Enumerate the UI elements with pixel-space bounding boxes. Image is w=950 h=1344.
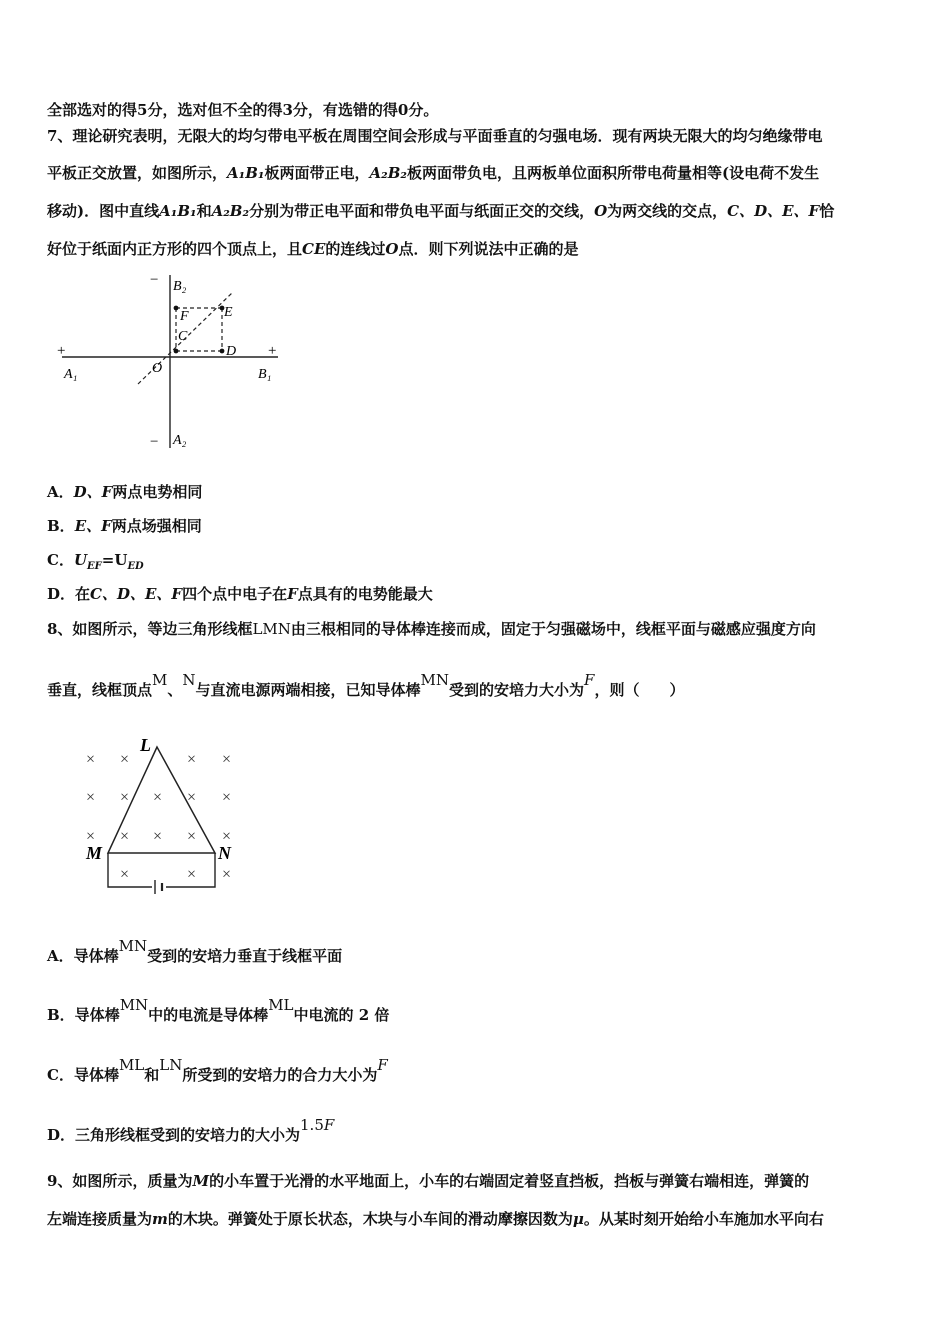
q7-opt-c-s2: ED <box>127 561 144 572</box>
q9-t2a: 左端连接质量为 <box>47 1210 153 1228</box>
field-cross: × <box>187 751 197 768</box>
field-cross: × <box>153 828 163 845</box>
q7-t2b: 板两面带正电， <box>264 164 370 182</box>
label-plus-right: + <box>268 343 277 359</box>
q8-opt-b-m1: MN <box>119 996 149 1014</box>
label-minus-bottom: − <box>150 434 159 450</box>
q8-f: F <box>584 671 595 689</box>
q7-opt-d-a: 在 <box>75 585 91 603</box>
field-cross: × <box>120 751 130 768</box>
q8-t2d: ，则（ ） <box>594 681 685 699</box>
q7-t4b: 的连线过 <box>325 240 386 258</box>
field-cross: × <box>120 828 130 845</box>
intro-line <box>47 99 438 121</box>
q7-opt-d-f: F <box>287 585 298 603</box>
q9-line-1 <box>47 1170 809 1192</box>
q8-option-b[interactable] <box>47 996 390 1026</box>
field-cross: × <box>86 789 96 806</box>
point-f <box>174 306 179 311</box>
field-cross: × <box>187 789 197 806</box>
q8-option-d[interactable] <box>47 1116 335 1146</box>
q7-opt-b-text: 两点场强相同 <box>111 517 202 535</box>
label-d: D <box>226 344 237 359</box>
label-plus-left: + <box>57 343 66 359</box>
q7-o-2: O <box>385 240 399 258</box>
q8-lmn: LMN <box>252 620 291 638</box>
q9-t2b: 的木块。弹簧处于原长状态，木块与小车间的滑动摩擦因数为 <box>167 1210 573 1228</box>
label-e: E <box>224 305 233 320</box>
q7-t4a: 好位于纸面内正方形的四个顶点上，且 <box>47 240 303 258</box>
q7-line-1 <box>47 125 822 147</box>
q7-a1b1: A₁B₁ <box>227 164 265 182</box>
field-cross: × <box>222 789 232 806</box>
q8-opt-b-end: 中电流的 2 倍 <box>293 1006 390 1024</box>
q9-line-2 <box>47 1208 824 1230</box>
q8-n: N <box>182 671 196 689</box>
q8-opt-b-label: B．导体棒 <box>47 1006 120 1024</box>
q7-cdef: C、D、E、F <box>727 202 820 220</box>
q7-t3b: 和 <box>196 202 212 220</box>
field-cross: × <box>86 751 96 768</box>
q7-t3d: 为两交线的交点， <box>607 202 728 220</box>
label-c: C <box>178 329 188 344</box>
q8-mn: MN <box>420 671 450 689</box>
q8-opt-c-m2: LN <box>159 1056 183 1074</box>
field-cross: × <box>120 866 130 883</box>
q7-line-3 <box>47 200 834 222</box>
q8-opt-d-label: D．三角形线框受到的安培力的大小为 <box>47 1126 301 1144</box>
q8-opt-c-and: 和 <box>144 1066 160 1084</box>
q8-figure <box>78 735 248 895</box>
q7-opt-d-b: 四个点中电子在 <box>182 585 288 603</box>
label-a2: A₂ <box>173 433 187 448</box>
q7-t3e: 恰 <box>819 202 835 220</box>
q7-option-c[interactable] <box>47 549 144 571</box>
q9-t1b: 的小车置于光滑的水平地面上，小车的右端固定着竖直挡板，挡板与弹簧右端相连，弹簧的 <box>209 1172 810 1190</box>
q7-ce: CE <box>302 240 326 258</box>
q8-opt-b-m2: ML <box>268 996 294 1014</box>
q7-t2a: 平板正交放置，如图所示， <box>47 164 228 182</box>
q9-t1a: 9、如图所示，质量为 <box>47 1172 193 1190</box>
q7-option-a[interactable] <box>47 481 202 503</box>
q7-opt-b-pts: E、F <box>74 517 112 535</box>
q9-mu: μ <box>572 1210 584 1228</box>
q8-t2a: 垂直，线框顶点 <box>47 681 153 699</box>
label-b2: B₂ <box>173 279 187 294</box>
q8-m: M <box>152 671 168 689</box>
label-b1: B₁ <box>258 367 272 382</box>
q7-opt-d-label: D． <box>47 585 76 603</box>
label-m: M <box>86 843 103 863</box>
q8-option-a[interactable] <box>47 937 343 967</box>
q7-o: O <box>594 202 608 220</box>
q7-opt-c-u1: U <box>73 551 88 569</box>
q8-opt-b-mid: 中的电流是导体棒 <box>148 1006 269 1024</box>
q8-t1b: 由三根相同的导体棒连接而成，固定于匀强磁场中，线框平面与磁感应强度方向 <box>290 620 816 638</box>
q8-opt-c-f: F <box>377 1056 388 1074</box>
q7-a2b2-2: A₂B₂ <box>211 202 250 220</box>
field-cross: × <box>187 828 197 845</box>
field-cross: × <box>222 828 232 845</box>
field-cross: × <box>86 828 96 845</box>
q8-line-1 <box>47 618 816 640</box>
q8-opt-d-val: 1.5 <box>300 1116 324 1134</box>
q7-opt-d-c: 点具有的电势能最大 <box>297 585 433 603</box>
circuit-wire <box>108 853 152 887</box>
q7-opt-c-label: C． <box>47 551 74 569</box>
q8-opt-a-label: A．导体棒 <box>47 947 119 965</box>
label-f: F <box>180 309 189 324</box>
q9-m-big: M <box>192 1172 210 1190</box>
q8-t2c: 受到的安培力大小为 <box>449 681 585 699</box>
q7-a1b1-2: A₁B₁ <box>159 202 197 220</box>
label-n: N <box>218 843 231 863</box>
q8-sep: 、 <box>167 681 183 699</box>
q7-line-4 <box>47 238 579 260</box>
q8-opt-c-m1: ML <box>118 1056 145 1074</box>
q8-t1a: 8、如图所示，等边三角形线框 <box>47 620 253 638</box>
label-o: O <box>152 361 163 376</box>
label-l: L <box>140 735 151 755</box>
q7-opt-a-text: 两点电势相同 <box>112 483 203 501</box>
q7-opt-b-label: B． <box>47 517 75 535</box>
label-a1: A₁ <box>64 367 78 382</box>
field-cross: × <box>222 751 232 768</box>
q7-figure <box>50 268 290 458</box>
q7-t2c: 板两面带负电，且两板单位面积所带电荷量相等(设电荷不发生 <box>406 164 820 182</box>
q8-t2b: 与直流电源两端相接，已知导体棒 <box>195 681 421 699</box>
q7-t3c: 分别为带正电平面和带负电平面与纸面正交的交线， <box>249 202 595 220</box>
q9-m-small: m <box>152 1210 168 1228</box>
q7-a2b2: A₂B₂ <box>369 164 407 182</box>
field-cross: × <box>120 789 130 806</box>
q8-opt-a-m: MN <box>118 937 148 955</box>
field-cross: × <box>187 866 197 883</box>
q7-opt-c-s1: EF <box>87 561 102 572</box>
q7-opt-d-pts: C、D、E、F <box>90 585 183 603</box>
point-c <box>174 349 179 354</box>
q7-text-1: 7、理论研究表明，无限大的均匀带电平板在周围空间会形成与平面垂直的匀强电场．现有两块无限大的均匀绝缘带电 <box>47 127 823 145</box>
q7-option-d[interactable] <box>47 583 433 605</box>
field-cross: × <box>222 866 232 883</box>
q8-opt-c-label: C．导体棒 <box>47 1066 119 1084</box>
q7-opt-c-eq: =U <box>101 551 128 569</box>
q7-t4c: 点．则下列说法中正确的是 <box>398 240 579 258</box>
intro-text: 全部选对的得5分，选对但不全的得3分，有选错的得0分。 <box>47 101 439 119</box>
q8-option-c[interactable] <box>47 1056 388 1086</box>
q8-opt-c-mid: 所受到的安培力的合力大小为 <box>182 1066 378 1084</box>
field-cross: × <box>153 789 163 806</box>
label-minus-top: − <box>150 272 159 288</box>
q7-opt-a-label: A． <box>47 483 74 501</box>
q7-line-2 <box>47 162 819 184</box>
q8-opt-a-text: 受到的安培力垂直于线框平面 <box>147 947 343 965</box>
q8-opt-d-f: F <box>323 1116 335 1134</box>
q7-opt-a-pts: D、F <box>73 483 113 501</box>
q7-option-b[interactable] <box>47 515 202 537</box>
point-d <box>220 349 225 354</box>
q9-t2c: 。从某时刻开始给小车施加水平向右 <box>583 1210 824 1228</box>
q8-line-2 <box>47 671 685 701</box>
q7-t3a: 移动)．图中直线 <box>47 202 160 220</box>
